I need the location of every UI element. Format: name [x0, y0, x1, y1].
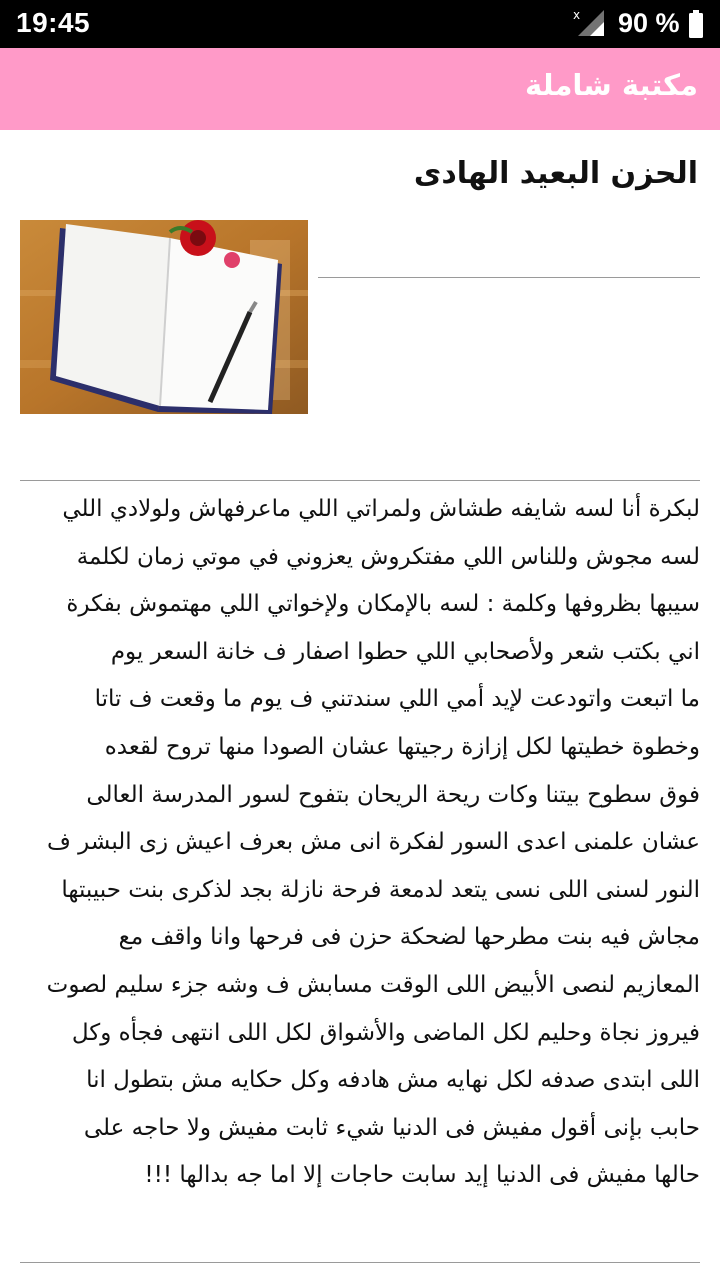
- article-line: عشان علمنى اعدى السور لفكرة انى مش بعرف اعيش زى البشر ف: [47, 829, 700, 856]
- article-line: اني بكتب شعر ولأصحابي اللي حطوا اصفار ف خانة السعر يوم: [110, 638, 700, 665]
- article-line: لبكرة أنا لسه شايفه طشاش ولمراتي اللي ماعرفهاش ولولادي اللي: [62, 496, 700, 522]
- notebook-pen-flower-image: [20, 220, 308, 414]
- article-line: لسه مجوش وللناس اللي مفتكروش يعزوني في موتي زمان لكلمة: [76, 543, 700, 570]
- article-line: اللى ابتدى صدفه لكل نهايه مش هادفه وكل حكايه مش بتطول انا: [86, 1067, 700, 1094]
- battery-icon: [688, 10, 704, 38]
- content-divider-bottom: [20, 1262, 700, 1263]
- status-time: 19:45: [16, 7, 91, 38]
- signal-no-data-icon: [572, 8, 606, 38]
- status-bar: [0, 0, 720, 48]
- article-line: النور لسنى اللى نسى يتعد لدمعة فرحة نازلة بجد لذكرى بنت حبيبتها: [61, 876, 700, 903]
- article-line: سيبها بظروفها وكلمة : لسه بالإمكان ولإخواتي اللي مهتموش بفكرة: [66, 591, 700, 618]
- article-line: فيروز نجاة وحليم لكل الماضى والأشواق لكل اللى انتهى فجأه وكل: [71, 1019, 700, 1046]
- article-line: المعازيم لنصى الأبيض اللى الوقت مسابش ف وشه جزء سليم لصوت: [46, 971, 700, 998]
- app-title: مكتبة شاملة: [525, 68, 698, 102]
- article-title: الحزن البعيد الهادى: [413, 156, 698, 191]
- article-line: مجاش فيه بنت مطرحها لضحكة حزن فى فرحها وانا واقف مع: [118, 924, 700, 951]
- svg-text:x: x: [573, 8, 581, 22]
- article-line: حالها مفيش فى الدنيا إيد سابت حاجات إلا اما جه بدالها !!!: [144, 1162, 700, 1189]
- app-bar: [0, 48, 720, 130]
- article-line: فوق سطوح بيتنا وكات ريحة الريحان بتفوح لسور المدرسة العالى: [86, 781, 700, 808]
- article-line: ما اتبعت واتودعت لإيد أمي اللي سندتني ف يوم ما وقعت ف تاتا: [94, 686, 700, 713]
- content-divider-top: [20, 480, 700, 481]
- article-line: حابب بإنى أقول مفيش فى الدنيا شيء ثابت مفيش ولا حاجه على: [83, 1114, 700, 1141]
- battery-percent: 90 %: [618, 8, 680, 38]
- header-divider: [318, 277, 700, 278]
- article-body: [20, 486, 700, 1200]
- article-line: وخطوة خطيتها لكل إزازة رجيتها عشان الصودا منها تروح لقعده: [104, 733, 700, 760]
